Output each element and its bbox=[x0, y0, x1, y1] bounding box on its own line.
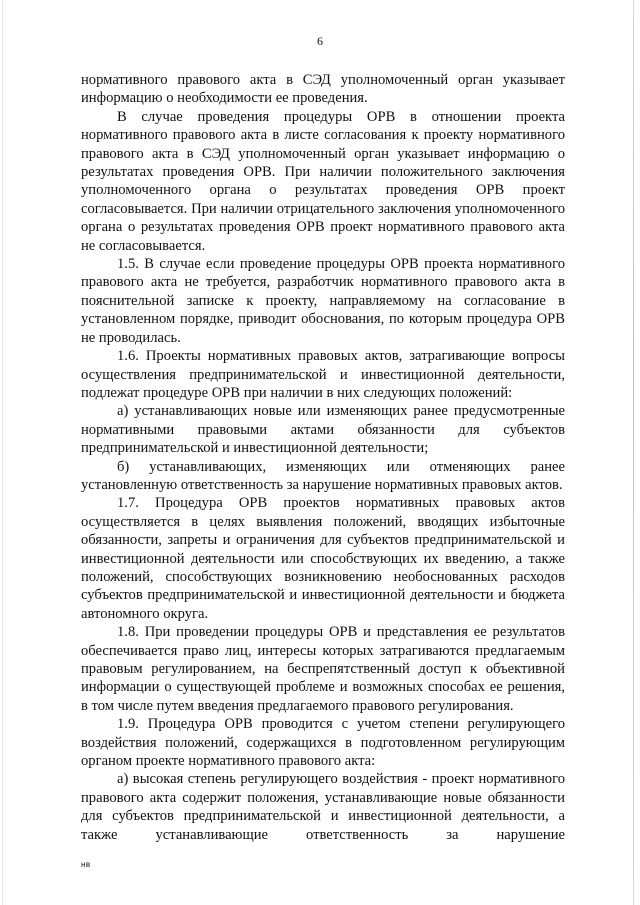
paragraph-1-6: 1.6. Проекты нормативных правовых актов, затрагивающие вопросы осуществления предпринимательской и инвестиционной деятельности, подлежат процедуре ОРВ при наличии в них следующих положений: bbox=[81, 348, 565, 401]
paragraph-1-7: 1.7. Процедура ОРВ проектов нормативных правовых актов осуществляется в целях выявления положений, вводящих избыточные обязанности, запреты и ограничения для субъектов предпринимательской и инвестиционной деятельности или способствующих их введению, а также положений, способствующих возникновению необоснованных расходов субъектов предпринимательской и инвестиционной деятельности и бюджета автономного округа. bbox=[81, 495, 565, 622]
list-item-b: б) устанавливающих, изменяющих или отменяющих ранее установленную ответственность за нарушение нормативных правовых актов. bbox=[81, 458, 565, 493]
scan-edge-right bbox=[633, 0, 634, 905]
list-item-a-high-impact: а) высокая степень регулирующего воздействия - проект нормативного правового акта содержит положения, устанавливающие новые обязанности для субъектов предпринимательской и инвестиционной деятельности, а также устанавливающие ответственность за нарушение bbox=[81, 771, 565, 843]
paragraph-1-8: 1.8. При проведении процедуры ОРВ и представления ее результатов обеспечивается право лиц, интересы которых затрагиваются предлагаемым правовым регулированием, на беспрепятственный доступ к объективной информации о существующей проблеме и возможных способах ее решения, в том числе путем введения предлагаемого правового регулирования. bbox=[81, 624, 565, 714]
paragraph-1-5: 1.5. В случае если проведение процедуры ОРВ проекта нормативного правового акта не требуется, разработчик нормативного правового акта в пояснительной записке к проекту, направляемому на согласование в установленном порядке, приводит обоснования, по которым процедура ОРВ не проводилась. bbox=[81, 256, 565, 346]
paragraph: нормативного правового акта в СЭД уполномоченный орган указывает информацию о необходимости ее проведения. bbox=[81, 72, 565, 107]
page-number: 6 bbox=[317, 34, 323, 48]
scan-edge-left bbox=[2, 0, 3, 905]
document-body bbox=[81, 71, 565, 844]
paragraph-1-9: 1.9. Процедура ОРВ проводится с учетом степени регулирующего воздействия положений, содержащихся в подготовленном регулирующим органом проекте нормативного правового акта: bbox=[81, 716, 565, 770]
paragraph: В случае проведения процедуры ОРВ в отношении проекта нормативного правового акта в листе согласования к проекту нормативного правового акта в СЭД уполномоченный орган указывает информацию о результатах проведения ОРВ. При наличии положительного заключения уполномоченного органа о результатах проведения ОРВ проект согласовывается. При наличии отрицательного заключения уполномоченного органа о результатах проведения ОРВ проект нормативного правового акта не согласовывается. bbox=[81, 108, 565, 254]
footer-mark: нв bbox=[81, 860, 91, 869]
list-item-a: а) устанавливающих новые или изменяющих ранее предусмотренные нормативными правовыми актами обязанности для субъектов предпринимательской и инвестиционной деятельности; bbox=[81, 403, 565, 457]
